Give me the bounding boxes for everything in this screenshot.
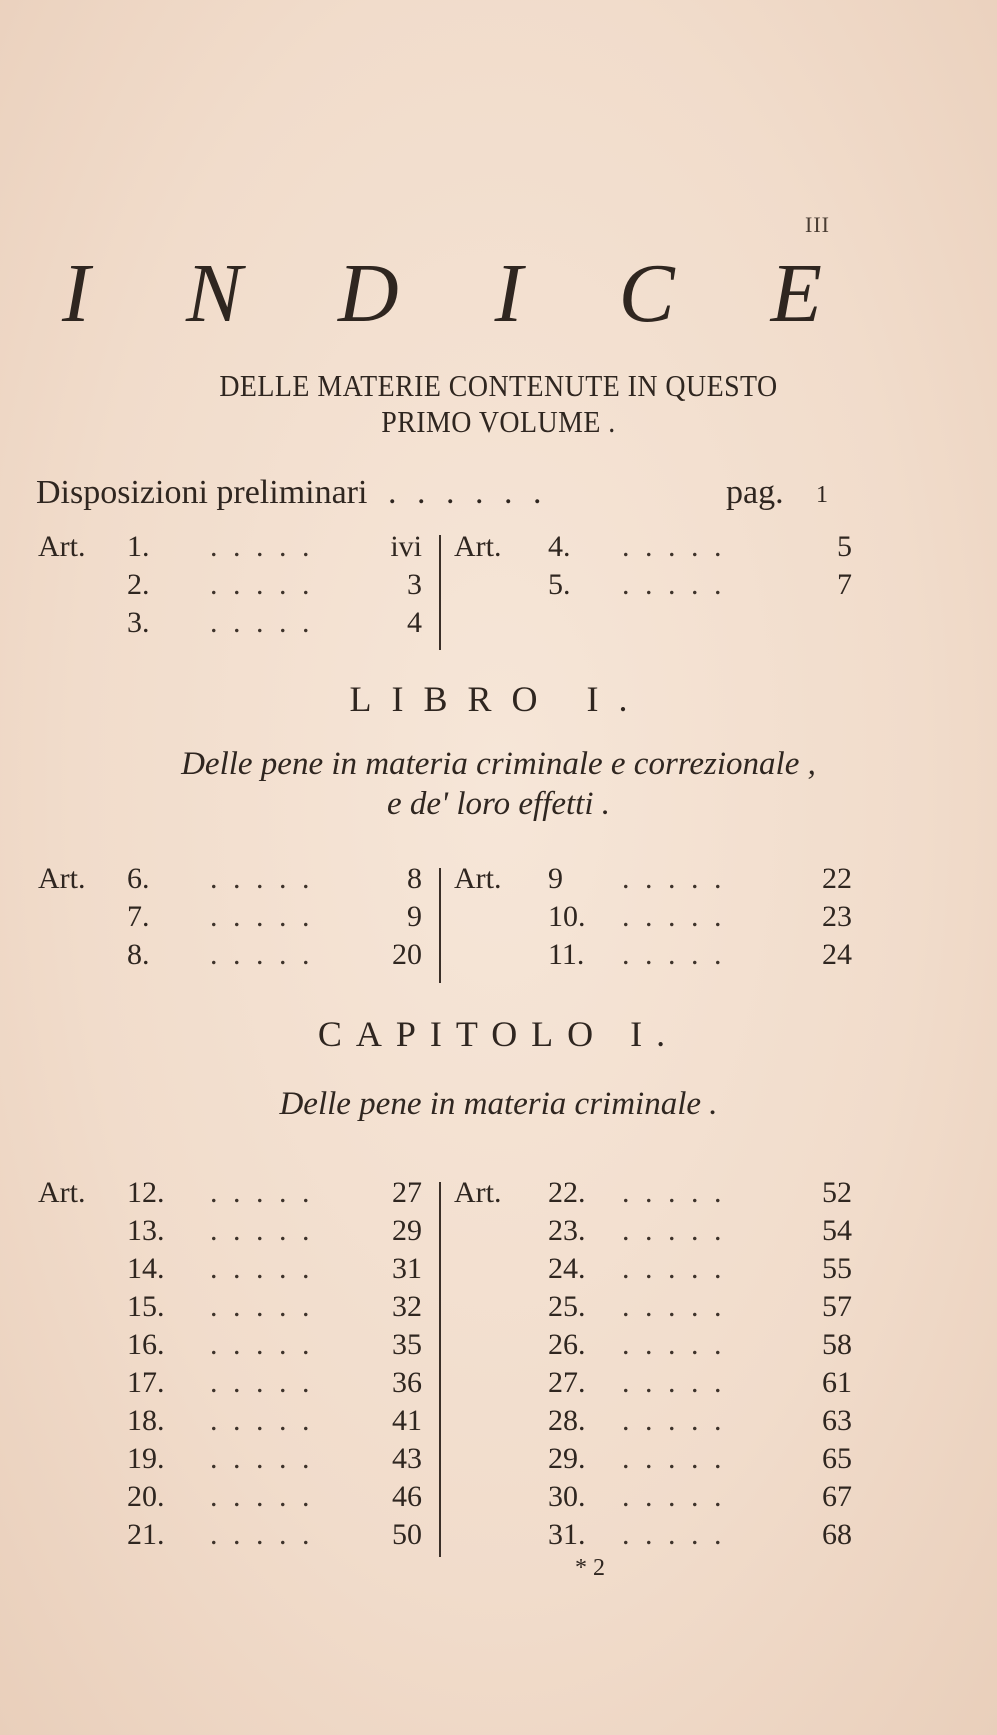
index-row: [0, 1176, 997, 1214]
leader-dots: . . . . .: [210, 606, 314, 639]
index-row: [0, 1404, 997, 1442]
page-number: III: [805, 212, 830, 237]
page-ref: 4: [407, 606, 422, 639]
page-ref: 58: [822, 1328, 852, 1361]
page-ref: 41: [392, 1404, 422, 1437]
index-row: [0, 530, 997, 568]
leader-dots: . . . . .: [622, 1480, 726, 1513]
article-number: 8.: [127, 938, 150, 971]
leader-dots: . . . . .: [210, 1290, 314, 1323]
article-number: 16.: [127, 1328, 165, 1361]
art-label: Art.: [38, 1176, 86, 1209]
article-number: 22.: [548, 1176, 586, 1209]
page-ref: 43: [392, 1442, 422, 1475]
title-letter: I: [494, 247, 523, 340]
index-row: [0, 1366, 997, 1404]
signature-mark: * 2: [575, 1555, 605, 1581]
index-row: [0, 1290, 997, 1328]
article-number: 25.: [548, 1290, 586, 1323]
page-ref: ivi: [390, 530, 422, 563]
index-row: [0, 1480, 997, 1518]
leader-dots: . . . . .: [210, 862, 314, 895]
preliminary-label: Disposizioni preliminari: [36, 474, 368, 511]
leader-dots: . . . . .: [622, 1252, 726, 1285]
leader-dots: . . . . .: [210, 1214, 314, 1247]
article-number: 11.: [548, 938, 585, 971]
page-ref: 32: [392, 1290, 422, 1323]
article-number: 1.: [127, 530, 150, 563]
leader-dots: . . . . .: [622, 1442, 726, 1475]
art-label: Art.: [454, 530, 502, 563]
index-row: [0, 862, 997, 900]
page-ref: 46: [392, 1480, 422, 1513]
page-ref: 61: [822, 1366, 852, 1399]
article-number: 17.: [127, 1366, 165, 1399]
article-number: 5.: [548, 568, 571, 601]
page-ref: 57: [822, 1290, 852, 1323]
title-letter: D: [337, 247, 399, 340]
leader-dots: . . . . .: [210, 1176, 314, 1209]
article-number: 31.: [548, 1518, 586, 1551]
libro-description-line-1: Delle pene in materia criminale e correzionale ,: [181, 746, 816, 782]
leader-dots: . . . . .: [210, 568, 314, 601]
article-number: 20.: [127, 1480, 165, 1513]
page-ref: 24: [822, 938, 852, 971]
leader-dots: . . . . .: [622, 1290, 726, 1323]
leader-dots: . . . . .: [622, 1518, 726, 1551]
page-ref: 52: [822, 1176, 852, 1209]
index-row: [0, 1252, 997, 1290]
article-number: 9: [548, 862, 563, 895]
page-ref: 35: [392, 1328, 422, 1361]
leader-dots: . . . . .: [210, 938, 314, 971]
capitolo-description: Delle pene in materia criminale .: [279, 1086, 718, 1122]
libro-heading: LIBRO I.: [349, 679, 648, 719]
leader-dots: . . . . .: [622, 1328, 726, 1361]
page-ref: 8: [407, 862, 422, 895]
page-ref: 1: [816, 482, 828, 508]
title-letter: N: [185, 247, 242, 340]
leader-dots: . . . . .: [210, 1442, 314, 1475]
leader-dots: . . . . .: [210, 1518, 314, 1551]
leader-dots: . . . . .: [622, 1366, 726, 1399]
index-row: [0, 938, 997, 976]
page-ref: 31: [392, 1252, 422, 1285]
leader-dots: . . . . .: [622, 938, 726, 971]
leader-dots: . . . . .: [210, 1404, 314, 1437]
page-ref: 67: [822, 1480, 852, 1513]
page-ref: 55: [822, 1252, 852, 1285]
leader-dots: . . . . .: [622, 900, 726, 933]
page-ref: 54: [822, 1214, 852, 1247]
pag-label: pag.: [726, 474, 784, 511]
title-letter: I: [62, 247, 90, 340]
article-number: 23.: [548, 1214, 586, 1247]
page-ref: 36: [392, 1366, 422, 1399]
leader-dots: . . . . .: [210, 1480, 314, 1513]
libro-description-line-2: e de' loro effetti .: [386, 786, 611, 822]
article-number: 26.: [548, 1328, 586, 1361]
page-ref: 68: [822, 1518, 852, 1551]
article-number: 29.: [548, 1442, 586, 1475]
index-row: [0, 568, 997, 606]
leader-dots: . . . . .: [210, 530, 314, 563]
capitolo-heading: CAPITOLO I.: [317, 1014, 680, 1054]
page-ref: 65: [822, 1442, 852, 1475]
page-ref: 9: [407, 900, 422, 933]
art-label: Art.: [454, 862, 502, 895]
article-number: 10.: [548, 900, 586, 933]
article-number: 4.: [548, 530, 571, 563]
leader-dots: . . . . .: [622, 1214, 726, 1247]
subtitle-line-1: DELLE MATERIE CONTENUTE IN QUESTO: [219, 368, 778, 403]
title-letter: C: [618, 247, 675, 340]
index-row: [0, 900, 997, 938]
article-number: 28.: [548, 1404, 586, 1437]
leader-dots: . . . . . .: [387, 474, 548, 511]
article-number: 13.: [127, 1214, 165, 1247]
article-number: 15.: [127, 1290, 165, 1323]
page-ref: 27: [392, 1176, 422, 1209]
page-ref: 3: [407, 568, 422, 601]
article-number: 6.: [127, 862, 150, 895]
title-letter: E: [770, 247, 822, 340]
leader-dots: . . . . .: [622, 862, 726, 895]
art-label: Art.: [38, 530, 86, 563]
article-number: 2.: [127, 568, 150, 601]
leader-dots: . . . . .: [210, 1252, 314, 1285]
article-number: 27.: [548, 1366, 586, 1399]
page-ref: 50: [392, 1518, 422, 1551]
page-ref: 22: [822, 862, 852, 895]
leader-dots: . . . . .: [210, 1366, 314, 1399]
article-number: 3.: [127, 606, 150, 639]
art-label: Art.: [454, 1176, 502, 1209]
page-ref: 23: [822, 900, 852, 933]
article-number: 19.: [127, 1442, 165, 1475]
leader-dots: . . . . .: [210, 1328, 314, 1361]
article-number: 14.: [127, 1252, 165, 1285]
index-row: [0, 1442, 997, 1480]
index-row: [0, 1518, 997, 1556]
page-ref: 7: [837, 568, 852, 601]
article-number: 21.: [127, 1518, 165, 1551]
subtitle-line-2: PRIMO VOLUME .: [381, 404, 616, 439]
page-ref: 20: [392, 938, 422, 971]
index-row: [0, 1214, 997, 1252]
page-title: [62, 245, 822, 342]
leader-dots: . . . . .: [210, 900, 314, 933]
index-row: [0, 606, 997, 644]
page-ref: 63: [822, 1404, 852, 1437]
article-number: 12.: [127, 1176, 165, 1209]
leader-dots: . . . . .: [622, 1176, 726, 1209]
art-label: Art.: [38, 862, 86, 895]
preliminary-entry: [36, 474, 836, 512]
article-number: 7.: [127, 900, 150, 933]
article-number: 30.: [548, 1480, 586, 1513]
article-number: 18.: [127, 1404, 165, 1437]
page-ref: 29: [392, 1214, 422, 1247]
leader-dots: . . . . .: [622, 568, 726, 601]
leader-dots: . . . . .: [622, 1404, 726, 1437]
index-row: [0, 1328, 997, 1366]
page-ref: 5: [837, 530, 852, 563]
article-number: 24.: [548, 1252, 586, 1285]
leader-dots: . . . . .: [622, 530, 726, 563]
